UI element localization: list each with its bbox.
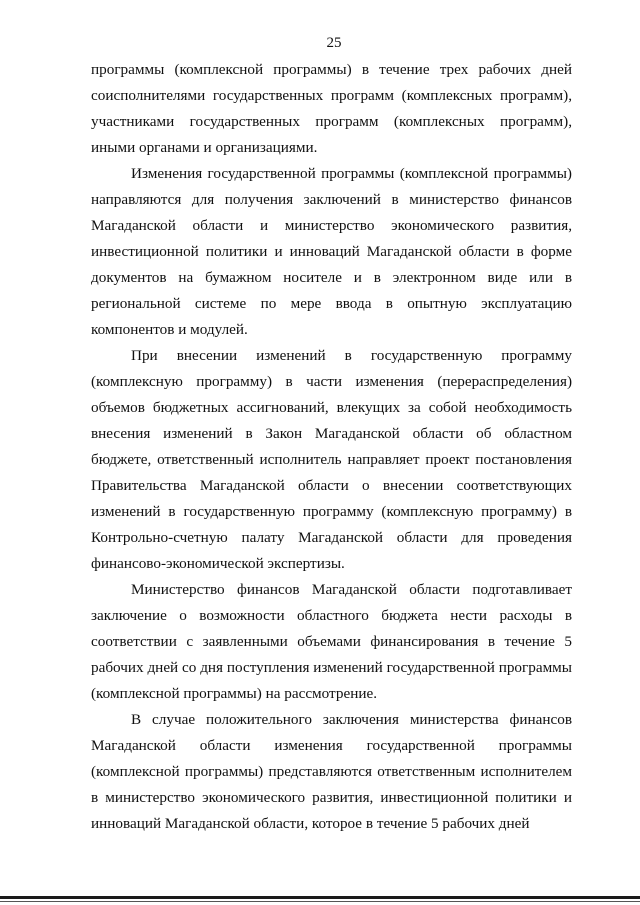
paragraph-amendments-submission: Изменения государственной программы (комплексной программы) направляются для получения заключений в министерство финансов Магаданской области и министерство экономического развития, инвестиционной политики и инноваций Магаданской области в форме документов на бумажном носителе и в электронном виде или в региональной системе по мере ввода в опытную эксплуатацию компонентов и модулей. [91, 165, 572, 338]
paragraph-positive-conclusion: В случае положительного заключения министерства финансов Магаданской области изменения государственной программы (комплексной программы) представляются ответственным исполнителем в министерство экономического развития, инвестиционной политики и инноваций Магаданской области, которое в течение 5 рабочих дней [91, 711, 572, 832]
paragraph-budget-changes: При внесении изменений в государственную программу (комплексную программу) в части изменения (перераспределения) объемов бюджетных ассигнований, влекущих за собой необходимость внесения изменений в Закон Магаданской области об областном бюджете, ответственный исполнитель направляет проект постановления Правительства Магаданской области о внесении соответствующих изменений в государственную программу (комплексную программу) в Контрольно-счетную палату Магаданской области для проведения финансово-экономической экспертизы. [91, 347, 572, 572]
paragraph-continuation: программы (комплексной программы) в течение трех рабочих дней соисполнителями государственных программ (комплексных программ), участниками государственных программ (комплексных программ), иными органами и организациями. [91, 61, 572, 156]
bottom-scan-border [0, 896, 640, 899]
paragraph-finance-ministry-conclusion: Министерство финансов Магаданской области подготавливает заключение о возможности областного бюджета нести расходы в соответствии с заявленными объемами финансирования в течение 5 рабочих дней со дня поступления изменений государственной программы (комплексной программы) на рассмотрение. [91, 581, 572, 702]
page-number: 25 [326, 35, 342, 51]
document-body [91, 57, 572, 837]
bottom-scan-border-thin [0, 901, 640, 902]
